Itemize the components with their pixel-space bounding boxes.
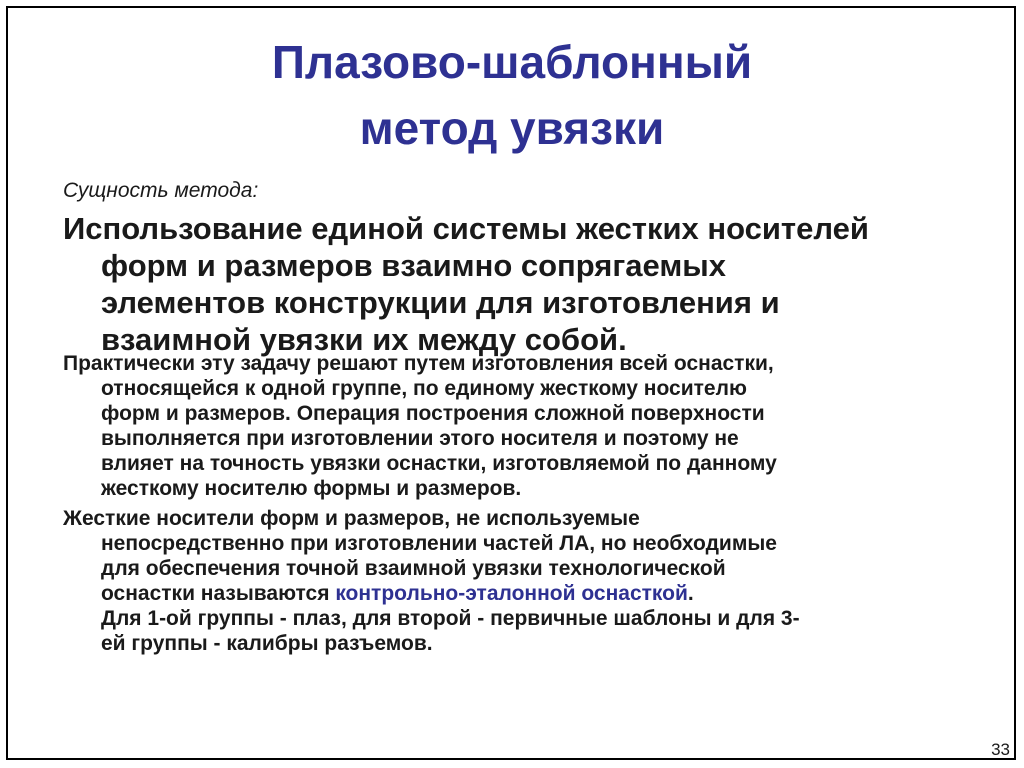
page-number: 33 (991, 740, 1010, 759)
slide-title-line-1: Плазово-шаблонный (271, 36, 753, 88)
carriers-line-1: Жесткие носители форм и размеров, не используемые (63, 507, 640, 530)
practice-line-1: Практически эту задачу решают путем изготовления всей оснастки, (63, 352, 774, 375)
control-reference-tooling-term: контрольно-эталонной оснасткой (335, 582, 688, 605)
practice-paragraph (63, 351, 777, 501)
carriers-line-3: для обеспечения точной взаимной увязки технологической (101, 557, 726, 580)
main-definition-line-2: форм и размеров взаимно сопрягаемых (101, 248, 727, 283)
carriers-line-4 (63, 581, 800, 606)
carriers-line-4-prefix: оснастки называются (101, 582, 336, 605)
carriers-line-6: ей группы - калибры разъемов. (101, 632, 433, 655)
practice-line-4: выполняется при изготовлении этого носителя и поэтому не (101, 427, 739, 450)
practice-line-3: форм и размеров. Операция построения сложной поверхности (101, 402, 765, 425)
main-definition-line-1: Использование единой системы жестких носителей (63, 211, 869, 246)
carriers-paragraph (63, 506, 800, 656)
main-definition-paragraph (63, 210, 869, 358)
main-definition-line-3: элементов конструкции для изготовления и (101, 285, 780, 320)
slide-title-line-2: метод увязки (359, 102, 665, 154)
main-definition-line-4: взаимной увязки их между собой. (101, 322, 627, 357)
carriers-line-4-suffix: . (687, 582, 694, 605)
carriers-line-5: Для 1-ой группы - плаз, для второй - первичные шаблоны и для 3- (101, 607, 800, 630)
practice-line-5: влияет на точность увязки оснастки, изготовляемой по данному (101, 452, 777, 475)
practice-line-2: относящейся к одной группе, по единому жесткому носителю (101, 377, 747, 400)
carriers-line-2: непосредственно при изготовлении частей ЛА, но необходимые (101, 532, 777, 555)
practice-line-6: жесткому носителю формы и размеров. (101, 477, 522, 500)
method-essence-subtitle: Сущность метода: (63, 179, 259, 202)
